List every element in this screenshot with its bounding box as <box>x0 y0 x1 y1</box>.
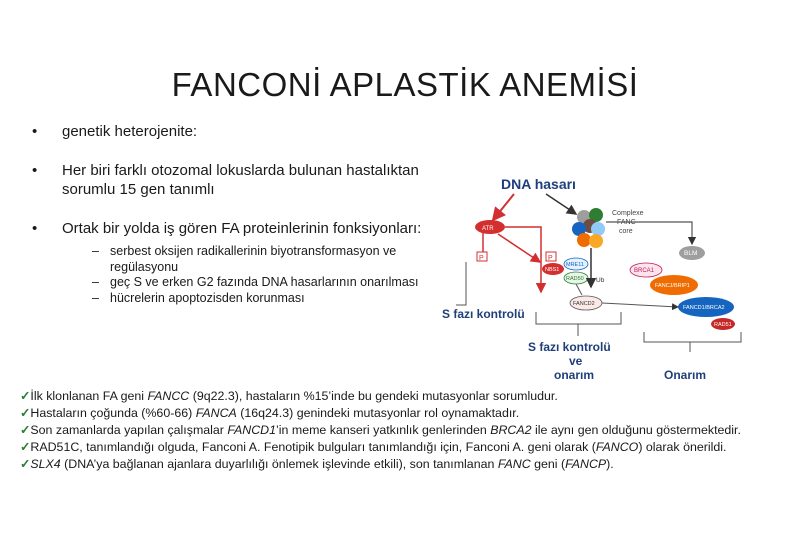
note-text: FANCP <box>565 457 607 471</box>
mre11-label: MRE11 <box>566 262 584 268</box>
check-icon: ✓ <box>20 423 31 437</box>
bullet-list <box>32 122 452 326</box>
fancd2-to-brca-line <box>602 303 678 307</box>
brca1-label: BRCA1 <box>634 268 655 274</box>
bullet-item <box>32 161 452 199</box>
note-text: FANCC <box>147 389 190 403</box>
note-text: ) olarak önerildi. <box>638 440 727 454</box>
damage-to-atr-arrow <box>493 194 514 220</box>
bullet-dot: • <box>32 162 38 179</box>
check-icon: ✓ <box>20 389 31 403</box>
note-text: FANCO <box>595 440 639 454</box>
sub-bullet-item <box>92 244 452 275</box>
check-icon: ✓ <box>20 440 31 454</box>
note-text: ’in meme kanseri yatkınlık genlerinden <box>276 423 491 437</box>
sub-bullet-item <box>92 275 452 291</box>
note-text: ). <box>606 457 614 471</box>
note-text: RAD51C, tanımlandığı olguda, Fanconi A. Fenotipik bulguları tanımlandığı için, Fanconi A. geni olarak ( <box>30 440 596 454</box>
ub-label: Ub <box>596 277 605 284</box>
damage-to-complex-arrow <box>546 194 576 214</box>
rad51-label: RAD51 <box>714 322 732 328</box>
bullet-dot: • <box>32 220 38 237</box>
note-text: Hastaların çoğunda (%60-66) <box>30 406 196 420</box>
s-phase-control-label: S fazı kontrolü <box>442 307 525 321</box>
note-line <box>20 405 790 422</box>
bullet-text: Ortak bir yolda iş gören FA proteinlerinin fonksiyonları: <box>62 220 422 237</box>
fancj-label: FANCJ/BRIP1 <box>655 283 690 289</box>
complex-label: core <box>619 228 633 235</box>
fancd1-label: FANCD1/BRCA2 <box>683 305 725 311</box>
sub-bullet-list <box>62 244 452 306</box>
s-phase-bracket <box>456 262 466 305</box>
bullet-text: Her biri farklı otozomal lokuslarda bulunan hastalıktan sorumlu 15 gen tanımlı <box>62 162 419 198</box>
slide-title: FANCONİ APLASTİK ANEMİSİ <box>171 66 639 103</box>
phospho-label: P <box>479 255 484 262</box>
note-text: SLX4 <box>30 457 61 471</box>
sub-bullet-dash: – <box>92 290 99 305</box>
note-line <box>20 456 790 473</box>
sub-bullet-text: hücrelerin apoptozisden korunması <box>110 290 305 305</box>
bullet-text: genetik heterojenite: <box>62 123 198 140</box>
note-text: ile aynı gen olduğunu göstermektedir. <box>531 423 741 437</box>
sub-bullet-dash: – <box>92 275 99 289</box>
fanconi-pathway-diagram <box>436 162 756 394</box>
sub-bullet-item <box>92 291 452 307</box>
complex-label: Complexe <box>612 210 644 217</box>
note-line <box>20 439 790 456</box>
notes-block <box>20 388 790 473</box>
complex-subunit <box>577 233 591 247</box>
complex-label: FANC <box>617 219 636 226</box>
note-text: geni ( <box>530 457 566 471</box>
note-text: İlk klonlanan FA geni <box>30 389 148 403</box>
bullet-dot: • <box>32 123 38 140</box>
note-text: BRCA2 <box>490 423 532 437</box>
atr-to-nbs-arrow <box>498 234 540 262</box>
sub-bullet-text: geç S ve erken G2 fazında DNA hasarlarının onarılması <box>110 275 419 289</box>
note-line <box>20 388 790 405</box>
note-text: FANCA <box>195 406 237 420</box>
nbs1-label: NBS1 <box>545 267 560 273</box>
note-text: (16q24.3) genindeki mutasyonlar rol oynamaktadır. <box>236 406 520 420</box>
rad50-label: RAD50 <box>566 276 584 282</box>
dna-damage-label: DNA hasarı <box>501 176 576 192</box>
repair-label: Onarım <box>664 368 707 382</box>
atr-label: ATR <box>482 226 494 232</box>
sub-bullet-dash: – <box>92 244 99 258</box>
complex-subunit <box>589 234 603 248</box>
check-icon: ✓ <box>20 406 31 420</box>
note-text: FANCD1 <box>227 423 277 437</box>
note-text: FANC <box>497 457 531 471</box>
rad50-to-fancd2-line <box>576 284 582 295</box>
s-phase-control-repair-label: S fazı kontrolü <box>528 340 611 354</box>
complex-subunit <box>591 222 605 236</box>
check-icon: ✓ <box>20 457 31 471</box>
fancd2-label: FANCD2 <box>573 301 595 307</box>
s-phase-control-repair-label: ve <box>569 354 583 368</box>
center-bracket <box>536 312 621 324</box>
phospho-label: P <box>548 255 553 262</box>
s-phase-control-repair-label: onarım <box>554 368 595 382</box>
right-bracket <box>644 332 741 342</box>
note-text: (DNA’ya bağlanan ajanlara duyarlılığı önlemek işlevinde etkili), son tanımlanan <box>60 457 498 471</box>
sub-bullet-text: serbest oksijen radikallerinin biyotransformasyon ve regülasyonu <box>110 244 397 274</box>
note-text: (9q22.3), hastaların %15’inde bu gendeki mutasyonlar sorumludur. <box>189 389 558 403</box>
note-text: Son zamanlarda yapılan çalışmalar <box>30 423 228 437</box>
note-line <box>20 422 790 439</box>
bullet-item <box>32 219 452 306</box>
blm-label: BLM <box>684 250 698 257</box>
bullet-item <box>32 122 452 141</box>
